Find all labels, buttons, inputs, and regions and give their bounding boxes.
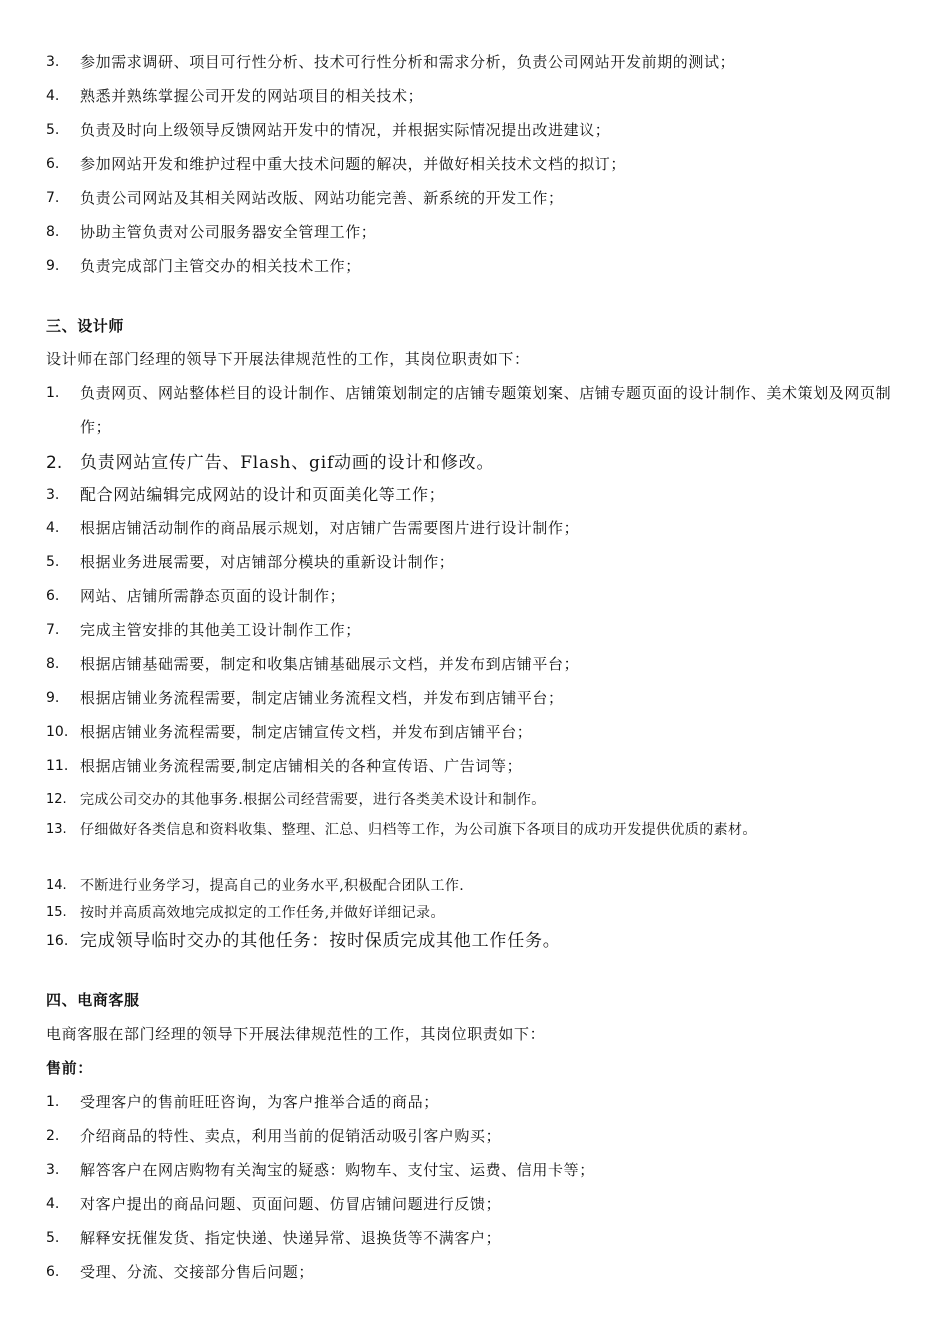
item-text: 负责网站宣传广告、Flash、gif动画的设计和修改。: [80, 453, 495, 473]
list-item: [46, 383, 916, 439]
item-text: 配合网站编辑完成网站的设计和页面美化等工作；: [80, 485, 446, 504]
item-text: 根据店铺业务流程需要，制定店铺宣传文档，并发布到店铺平台；: [80, 723, 533, 741]
item-text: 网站、店铺所需静态页面的设计制作；: [80, 587, 346, 605]
item-text: 负责网页、网站整体栏目的设计制作、店铺策划制定的店铺专题策划案、店铺专题页面的设计制作、美术策划及网页制作；: [80, 384, 892, 436]
item-text: 参加需求调研、项目可行性分析、技术可行性分析和需求分析，负责公司网站开发前期的测试；: [80, 53, 736, 71]
item-number: 8.: [46, 224, 60, 240]
item-text: 负责公司网站及其相关网站改版、网站功能完善、新系统的开发工作；: [80, 189, 564, 207]
item-number: 10.: [46, 724, 69, 740]
item-text: 根据店铺活动制作的商品展示规划，对店铺广告需要图片进行设计制作；: [80, 519, 580, 537]
item-number: 3.: [46, 54, 60, 70]
section-intro: 设计师在部门经理的领导下开展法律规范性的工作，其岗位职责如下：: [46, 350, 530, 368]
item-number: 5.: [46, 1230, 60, 1246]
item-number: 4.: [46, 1196, 60, 1212]
item-text: 不断进行业务学习，提高自己的业务水平,积极配合团队工作.: [80, 878, 465, 894]
item-text: 协助主管负责对公司服务器安全管理工作；: [80, 223, 377, 241]
item-number: 14.: [46, 878, 67, 893]
item-number: 12.: [46, 792, 67, 807]
item-number: 3.: [46, 1162, 60, 1178]
item-number: 1.: [46, 385, 60, 401]
item-number: 5.: [46, 122, 60, 138]
item-number: 4.: [46, 520, 60, 536]
item-text: 根据业务进展需要，对店铺部分模块的重新设计制作；: [80, 553, 455, 571]
item-text: 完成主管安排的其他美工设计制作工作；: [80, 621, 361, 639]
item-text: 根据店铺业务流程需要,制定店铺相关的各种宣传语、广告词等；: [80, 757, 523, 775]
item-number: 4.: [46, 88, 60, 104]
item-number: 7.: [46, 622, 60, 638]
section-heading-ecommerce-cs: 四、电商客服: [46, 991, 140, 1009]
item-text: 负责完成部门主管交办的相关技术工作；: [80, 257, 361, 275]
section-heading-designer: 三、设计师: [46, 317, 125, 335]
item-number: 9.: [46, 690, 60, 706]
item-text: 熟悉并熟练掌握公司开发的网站项目的相关技术；: [80, 87, 424, 105]
item-number: 8.: [46, 656, 60, 672]
item-text: 参加网站开发和维护过程中重大技术问题的解决，并做好相关技术文档的拟订；: [80, 155, 627, 173]
item-text: 解答客户在网店购物有关淘宝的疑惑：购物车、支付宝、运费、信用卡等；: [80, 1161, 595, 1179]
list-item: [46, 820, 916, 868]
item-text: 按时并高质高效地完成拟定的工作任务,并做好详细记录。: [80, 905, 445, 921]
item-number: 15.: [46, 905, 67, 920]
item-number: 13.: [46, 822, 67, 837]
item-number: 2.: [46, 1128, 60, 1144]
item-number: 6.: [46, 588, 60, 604]
item-number: 1.: [46, 1094, 60, 1110]
item-number: 2.: [46, 453, 63, 473]
subheading-presales: 售前：: [46, 1059, 93, 1077]
item-number: 7.: [46, 190, 60, 206]
item-number: 16.: [46, 933, 69, 949]
item-text: 受理客户的售前旺旺咨询，为客户推举合适的商品；: [80, 1093, 439, 1111]
item-number: 3.: [46, 487, 60, 503]
item-text: 完成公司交办的其他事务.根据公司经营需要，进行各类美术设计和制作。: [80, 792, 546, 808]
item-text: 仔细做好各类信息和资料收集、整理、汇总、归档等工作，为公司旗下各项目的成功开发提供优质的素材。: [80, 822, 757, 838]
item-text: 根据店铺基础需要，制定和收集店铺基础展示文档，并发布到店铺平台；: [80, 655, 580, 673]
item-text: 介绍商品的特性、卖点，利用当前的促销活动吸引客户购买；: [80, 1127, 502, 1145]
item-number: 11.: [46, 758, 69, 774]
item-text: 根据店铺业务流程需要，制定店铺业务流程文档，并发布到店铺平台；: [80, 689, 564, 707]
section-intro: 电商客服在部门经理的领导下开展法律规范性的工作，其岗位职责如下：: [46, 1025, 546, 1043]
item-number: 6.: [46, 156, 60, 172]
item-number: 9.: [46, 258, 60, 274]
item-text: 对客户提出的商品问题、页面问题、仿冒店铺问题进行反馈；: [80, 1195, 502, 1213]
item-text: 解释安抚催发货、指定快递、快递异常、退换货等不满客户；: [80, 1229, 502, 1247]
item-text: 完成领导临时交办的其他任务：按时保质完成其他工作任务。: [80, 931, 561, 951]
item-number: 6.: [46, 1264, 60, 1280]
item-text: 受理、分流、交接部分售后问题；: [80, 1263, 315, 1281]
item-number: 5.: [46, 554, 60, 570]
item-text: 负责及时向上级领导反馈网站开发中的情况，并根据实际情况提出改进建议；: [80, 121, 611, 139]
